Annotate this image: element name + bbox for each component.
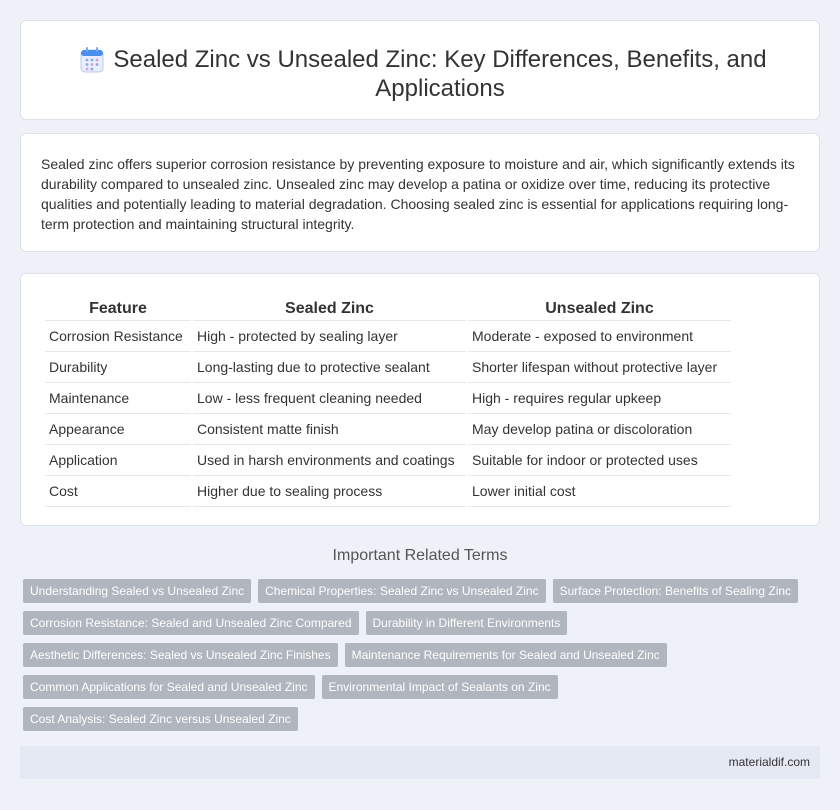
table-cell: Consistent matte finish <box>193 414 466 445</box>
related-terms-list <box>23 579 813 731</box>
table-cell: Maintenance <box>45 383 191 414</box>
table-cell: Corrosion Resistance <box>45 321 191 352</box>
related-term-tag[interactable]: Surface Protection: Benefits of Sealing Zinc <box>553 579 798 603</box>
intro-paragraph: Sealed zinc offers superior corrosion resistance by preventing exposure to moisture and air, which significantly extends its durability compared to unsealed zinc. Unsealed zinc may develop a patina or oxidize over time, reducing its protective qualities and potentially leading to material degradation. Choosing sealed zinc is essential for applications requiring long-term protection and maintaining structural integrity. <box>41 156 795 232</box>
table-cell: Long-lasting due to protective sealant <box>193 352 466 383</box>
table-cell: Low - less frequent cleaning needed <box>193 383 466 414</box>
related-terms-heading: Important Related Terms <box>332 547 508 564</box>
table-cell: Lower initial cost <box>468 476 731 507</box>
header-sealed-zinc: Sealed Zinc <box>193 297 466 321</box>
table-row <box>45 445 731 476</box>
table-cell: Appearance <box>45 414 191 445</box>
table-row <box>45 321 731 352</box>
table-row <box>45 383 731 414</box>
table-row <box>45 414 731 445</box>
table-row <box>45 476 731 507</box>
related-term-tag[interactable]: Aesthetic Differences: Sealed vs Unsealed Zinc Finishes <box>23 643 338 667</box>
table-cell: Durability <box>45 352 191 383</box>
footer <box>20 746 820 779</box>
related-term-tag[interactable]: Environmental Impact of Sealants on Zinc <box>322 675 558 699</box>
title-card <box>20 20 820 120</box>
related-term-tag[interactable]: Common Applications for Sealed and Unsealed Zinc <box>23 675 315 699</box>
related-term-tag[interactable]: Corrosion Resistance: Sealed and Unsealed Zinc Compared <box>23 611 359 635</box>
footer-site-link[interactable]: materialdif.com <box>728 755 810 769</box>
table-cell: Shorter lifespan without protective layer <box>468 352 731 383</box>
table-cell: High - protected by sealing layer <box>193 321 466 352</box>
table-cell: Used in harsh environments and coatings <box>193 445 466 476</box>
table-cell: Application <box>45 445 191 476</box>
header-unsealed-zinc: Unsealed Zinc <box>468 297 731 321</box>
page-title: Sealed Zinc vs Unsealed Zinc: Key Differences, Benefits, and Applications <box>113 46 767 102</box>
table-cell: May develop patina or discoloration <box>468 414 731 445</box>
related-term-tag[interactable]: Understanding Sealed vs Unsealed Zinc <box>23 579 251 603</box>
related-term-tag[interactable]: Durability in Different Environments <box>366 611 568 635</box>
table-row <box>45 352 731 383</box>
table-cell: High - requires regular upkeep <box>468 383 731 414</box>
table-cell: Moderate - exposed to environment <box>468 321 731 352</box>
related-term-tag[interactable]: Cost Analysis: Sealed Zinc versus Unsealed Zinc <box>23 707 298 731</box>
intro-card <box>20 133 820 252</box>
comparison-table <box>43 297 733 507</box>
table-cell: Cost <box>45 476 191 507</box>
related-term-tag[interactable]: Chemical Properties: Sealed Zinc vs Unsealed Zinc <box>258 579 545 603</box>
comparison-table-card <box>20 273 820 526</box>
table-cell: Suitable for indoor or protected uses <box>468 445 731 476</box>
related-term-tag[interactable]: Maintenance Requirements for Sealed and Unsealed Zinc <box>345 643 667 667</box>
header-feature: Feature <box>45 297 191 321</box>
table-cell: Higher due to sealing process <box>193 476 466 507</box>
table-header-row <box>45 297 731 321</box>
